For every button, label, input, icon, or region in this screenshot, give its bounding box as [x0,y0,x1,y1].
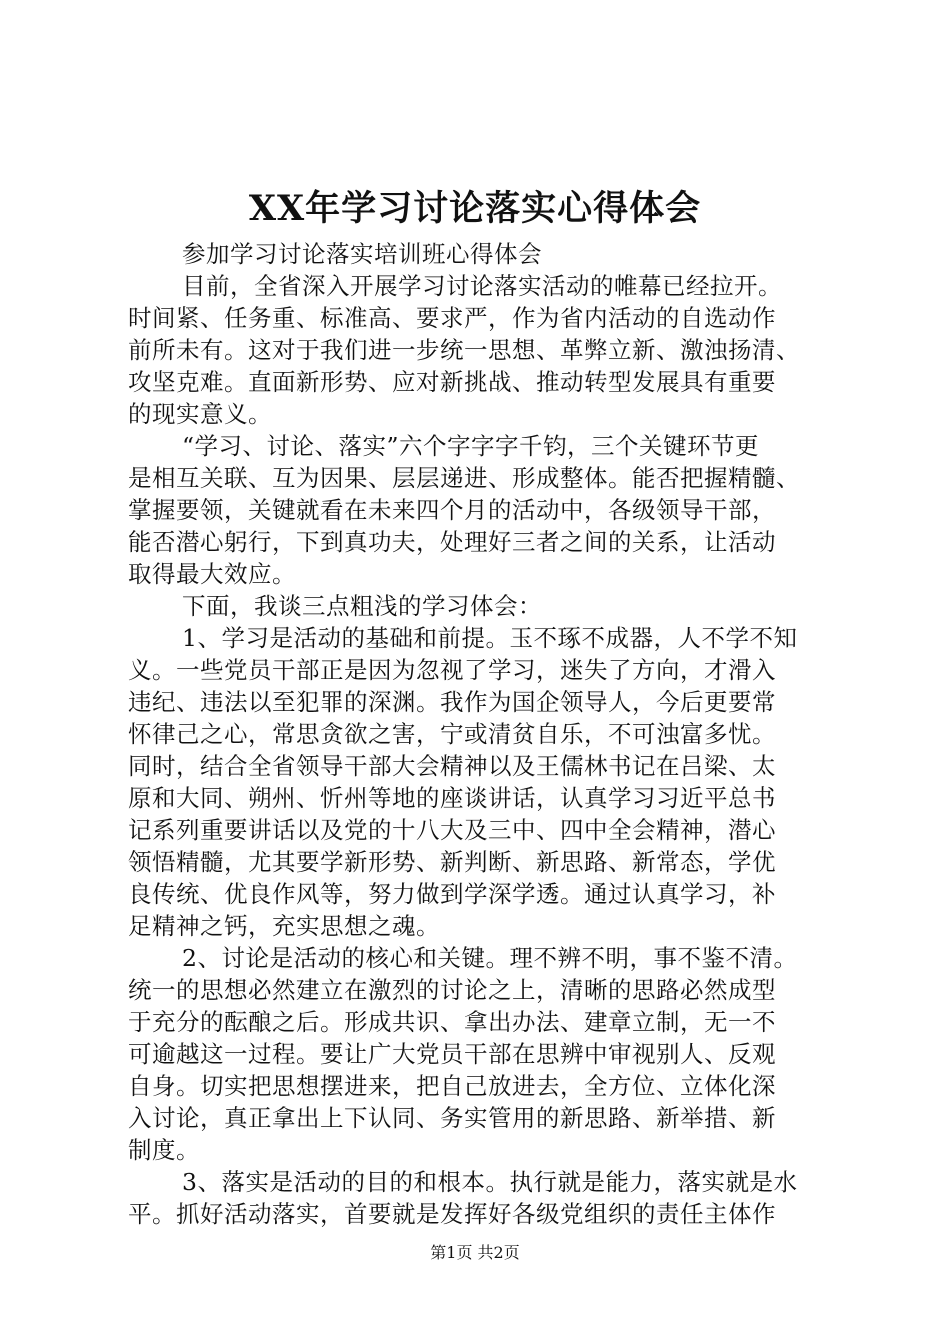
paragraph-line: 掌握要领，关键就看在未来四个月的活动中，各级领导干部， [128,496,776,524]
paragraph-line: 统一的思想必然建立在激烈的讨论之上，清晰的思路必然成型 [128,976,776,1004]
paragraph-line: 时间紧、任务重、标准高、要求严，作为省内活动的自选动作 [128,304,776,332]
page-number: 第1页 共2页 [430,1243,520,1262]
paragraph-line: 记系列重要讲话以及党的十八大及三中、四中全会精神，潜心 [128,816,776,844]
paragraph-line: 入讨论，真正拿出上下认同、务实管用的新思路、新举措、新 [128,1104,776,1132]
paragraph-line: 攻坚克难。直面新形势、应对新挑战、推动转型发展具有重要 [128,368,776,396]
paragraph-line: 原和大同、朔州、忻州等地的座谈讲话，认真学习习近平总书 [128,784,776,812]
paragraph-line: 下面，我谈三点粗浅的学习体会： [182,592,542,620]
paragraph-line: 取得最大效应。 [128,560,296,588]
paragraph-line: 目前，全省深入开展学习讨论落实活动的帷幕已经拉开。 [182,272,782,300]
paragraph-line: 于充分的酝酿之后。形成共识、拿出办法、建章立制，无一不 [128,1008,776,1036]
paragraph-line: 自身。切实把思想摆进来，把自己放进去，全方位、立体化深 [128,1072,776,1100]
paragraph-line: 前所未有。这对于我们进一步统一思想、革弊立新、激浊扬清、 [128,336,800,364]
paragraph-line: 1、学习是活动的基础和前提。玉不琢不成器，人不学不知 [182,624,798,652]
paragraph-line: 平。抓好活动落实，首要就是发挥好各级党组织的责任主体作 [128,1200,776,1228]
paragraph-line: 可逾越这一过程。要让广大党员干部在思辨中审视别人、反观 [128,1040,776,1068]
paragraph-line: 能否潜心躬行，下到真功夫，处理好三者之间的关系，让活动 [128,528,776,556]
paragraph-line: 制度。 [128,1136,200,1164]
paragraph-line: 良传统、优良作风等，努力做到学深学透。通过认真学习，补 [128,880,776,908]
paragraph-line: 2、讨论是活动的核心和关键。理不辨不明，事不鉴不清。 [182,944,798,972]
document-body [128,238,840,1230]
paragraph-line: 义。一些党员干部正是因为忽视了学习，迷失了方向，才滑入 [128,656,776,684]
paragraph-line: 违纪、违法以至犯罪的深渊。我作为国企领导人，今后更要常 [128,688,776,716]
document-title: XX年学习讨论落实心得体会 [248,188,702,229]
paragraph-line: 同时，结合全省领导干部大会精神以及王儒林书记在吕梁、太 [128,752,776,780]
paragraph-line: 怀律己之心，常思贪欲之害，宁或清贫自乐，不可浊富多忧。 [128,720,776,748]
paragraph-line: 3、落实是活动的目的和根本。执行就是能力，落实就是水 [182,1168,798,1196]
paragraph-line: 领悟精髓，尤其要学新形势、新判断、新思路、新常态，学优 [128,848,776,876]
paragraph-line: 的现实意义。 [128,400,272,428]
paragraph-line: 是相互关联、互为因果、层层递进、形成整体。能否把握精髓、 [128,464,800,492]
paragraph-line: “学习、讨论、落实”六个字字字千钧，三个关键环节更 [182,432,760,460]
subtitle-line: 参加学习讨论落实培训班心得体会 [182,240,542,268]
paragraph-line: 足精神之钙，充实思想之魂。 [128,912,440,940]
